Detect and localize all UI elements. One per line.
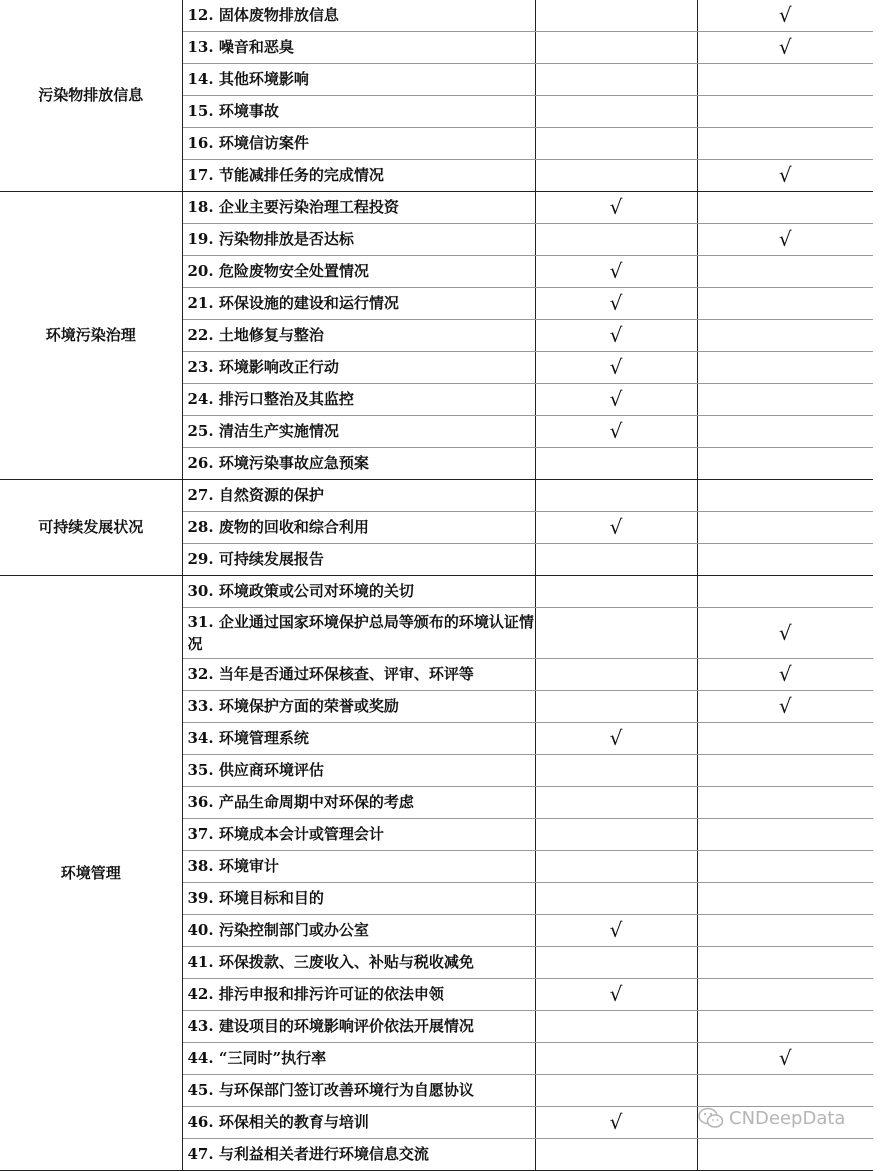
check-mark bbox=[697, 320, 873, 352]
check-mark: √ bbox=[697, 0, 873, 32]
check-mark bbox=[535, 1075, 697, 1107]
item-label: 35. 供应商环境评估 bbox=[182, 755, 535, 787]
check-mark: √ bbox=[535, 512, 697, 544]
wechat-icon bbox=[697, 1106, 725, 1130]
check-mark bbox=[697, 192, 873, 224]
check-mark: √ bbox=[535, 192, 697, 224]
item-label: 41. 环保拨款、三废收入、补贴与税收减免 bbox=[182, 947, 535, 979]
category-label: 污染物排放信息 bbox=[0, 0, 182, 192]
item-label: 13. 噪音和恶臭 bbox=[182, 32, 535, 64]
item-label: 23. 环境影响改正行动 bbox=[182, 352, 535, 384]
item-label: 14. 其他环境影响 bbox=[182, 64, 535, 96]
check-mark: √ bbox=[535, 288, 697, 320]
item-label: 37. 环境成本会计或管理会计 bbox=[182, 819, 535, 851]
item-label: 20. 危险废物安全处置情况 bbox=[182, 256, 535, 288]
item-label: 40. 污染控制部门或办公室 bbox=[182, 915, 535, 947]
check-mark bbox=[535, 0, 697, 32]
check-mark: √ bbox=[535, 1107, 697, 1139]
item-label: 15. 环境事故 bbox=[182, 96, 535, 128]
check-mark bbox=[535, 576, 697, 608]
item-label: 16. 环境信访案件 bbox=[182, 128, 535, 160]
check-mark: √ bbox=[535, 915, 697, 947]
check-mark bbox=[697, 544, 873, 576]
item-label: 27. 自然资源的保护 bbox=[182, 480, 535, 512]
check-mark bbox=[697, 755, 873, 787]
item-label: 25. 清洁生产实施情况 bbox=[182, 416, 535, 448]
check-mark: √ bbox=[535, 723, 697, 755]
item-label: 47. 与利益相关者进行环境信息交流 bbox=[182, 1139, 535, 1171]
check-mark bbox=[535, 755, 697, 787]
table-row bbox=[0, 0, 873, 32]
item-label: 22. 土地修复与整治 bbox=[182, 320, 535, 352]
item-label: 24. 排污口整治及其监控 bbox=[182, 384, 535, 416]
item-label: 32. 当年是否通过环保核查、评审、环评等 bbox=[182, 659, 535, 691]
check-mark: √ bbox=[535, 384, 697, 416]
check-mark bbox=[535, 480, 697, 512]
item-label: 30. 环境政策或公司对环境的关切 bbox=[182, 576, 535, 608]
check-mark bbox=[535, 96, 697, 128]
check-mark: √ bbox=[535, 979, 697, 1011]
check-mark bbox=[535, 691, 697, 723]
check-mark: √ bbox=[535, 256, 697, 288]
item-label: 42. 排污申报和排污许可证的依法申领 bbox=[182, 979, 535, 1011]
check-mark bbox=[697, 256, 873, 288]
check-mark bbox=[535, 883, 697, 915]
check-mark bbox=[697, 851, 873, 883]
check-mark bbox=[697, 512, 873, 544]
item-label: 12. 固体废物排放信息 bbox=[182, 0, 535, 32]
item-label: 26. 环境污染事故应急预案 bbox=[182, 448, 535, 480]
check-mark bbox=[697, 883, 873, 915]
check-mark bbox=[535, 608, 697, 659]
check-mark bbox=[535, 64, 697, 96]
check-mark bbox=[535, 224, 697, 256]
category-label: 可持续发展状况 bbox=[0, 480, 182, 576]
check-mark: √ bbox=[697, 659, 873, 691]
category-label: 环境污染治理 bbox=[0, 192, 182, 480]
table-row bbox=[0, 576, 873, 608]
item-label: 17. 节能减排任务的完成情况 bbox=[182, 160, 535, 192]
category-label: 环境管理 bbox=[0, 576, 182, 1171]
check-mark bbox=[535, 787, 697, 819]
check-mark bbox=[697, 576, 873, 608]
item-label: 19. 污染物排放是否达标 bbox=[182, 224, 535, 256]
item-label: 28. 废物的回收和综合利用 bbox=[182, 512, 535, 544]
item-label: 46. 环保相关的教育与培训 bbox=[182, 1107, 535, 1139]
check-mark: √ bbox=[535, 320, 697, 352]
check-mark bbox=[697, 947, 873, 979]
table-row bbox=[0, 480, 873, 512]
check-mark bbox=[697, 288, 873, 320]
check-mark: √ bbox=[697, 224, 873, 256]
table-row bbox=[0, 192, 873, 224]
check-mark bbox=[697, 723, 873, 755]
check-mark bbox=[535, 32, 697, 64]
check-mark bbox=[697, 979, 873, 1011]
item-label: 36. 产品生命周期中对环保的考虑 bbox=[182, 787, 535, 819]
check-mark bbox=[697, 448, 873, 480]
check-mark bbox=[535, 128, 697, 160]
item-label: 31. 企业通过国家环境保护总局等颁布的环境认证情况 bbox=[182, 608, 535, 659]
check-mark: √ bbox=[535, 352, 697, 384]
check-mark bbox=[697, 352, 873, 384]
check-mark: √ bbox=[697, 32, 873, 64]
check-mark bbox=[535, 448, 697, 480]
check-mark bbox=[697, 480, 873, 512]
check-mark bbox=[697, 96, 873, 128]
item-label: 45. 与环保部门签订改善环境行为自愿协议 bbox=[182, 1075, 535, 1107]
item-label: 43. 建设项目的环境影响评价依法开展情况 bbox=[182, 1011, 535, 1043]
item-label: 34. 环境管理系统 bbox=[182, 723, 535, 755]
item-label: 44. “三同时”执行率 bbox=[182, 1043, 535, 1075]
item-label: 21. 环保设施的建设和运行情况 bbox=[182, 288, 535, 320]
watermark-text: CNDeepData bbox=[729, 1107, 846, 1129]
check-mark bbox=[697, 915, 873, 947]
check-mark bbox=[697, 384, 873, 416]
check-mark: √ bbox=[697, 691, 873, 723]
check-mark bbox=[697, 1011, 873, 1043]
check-mark bbox=[535, 1043, 697, 1075]
check-mark bbox=[535, 851, 697, 883]
check-mark: √ bbox=[697, 160, 873, 192]
check-mark bbox=[697, 416, 873, 448]
check-mark bbox=[697, 128, 873, 160]
check-mark bbox=[535, 819, 697, 851]
item-label: 33. 环境保护方面的荣誉或奖励 bbox=[182, 691, 535, 723]
check-mark bbox=[535, 1139, 697, 1171]
item-label: 38. 环境审计 bbox=[182, 851, 535, 883]
item-label: 18. 企业主要污染治理工程投资 bbox=[182, 192, 535, 224]
watermark bbox=[697, 1101, 867, 1135]
check-mark bbox=[535, 160, 697, 192]
check-mark: √ bbox=[697, 1043, 873, 1075]
check-mark bbox=[697, 819, 873, 851]
item-label: 39. 环境目标和目的 bbox=[182, 883, 535, 915]
check-mark bbox=[697, 64, 873, 96]
check-mark bbox=[535, 947, 697, 979]
item-label: 29. 可持续发展报告 bbox=[182, 544, 535, 576]
check-mark: √ bbox=[697, 608, 873, 659]
check-mark bbox=[697, 787, 873, 819]
check-mark bbox=[535, 1011, 697, 1043]
check-mark bbox=[535, 544, 697, 576]
check-mark: √ bbox=[535, 416, 697, 448]
check-mark bbox=[535, 659, 697, 691]
check-mark bbox=[697, 1139, 873, 1171]
